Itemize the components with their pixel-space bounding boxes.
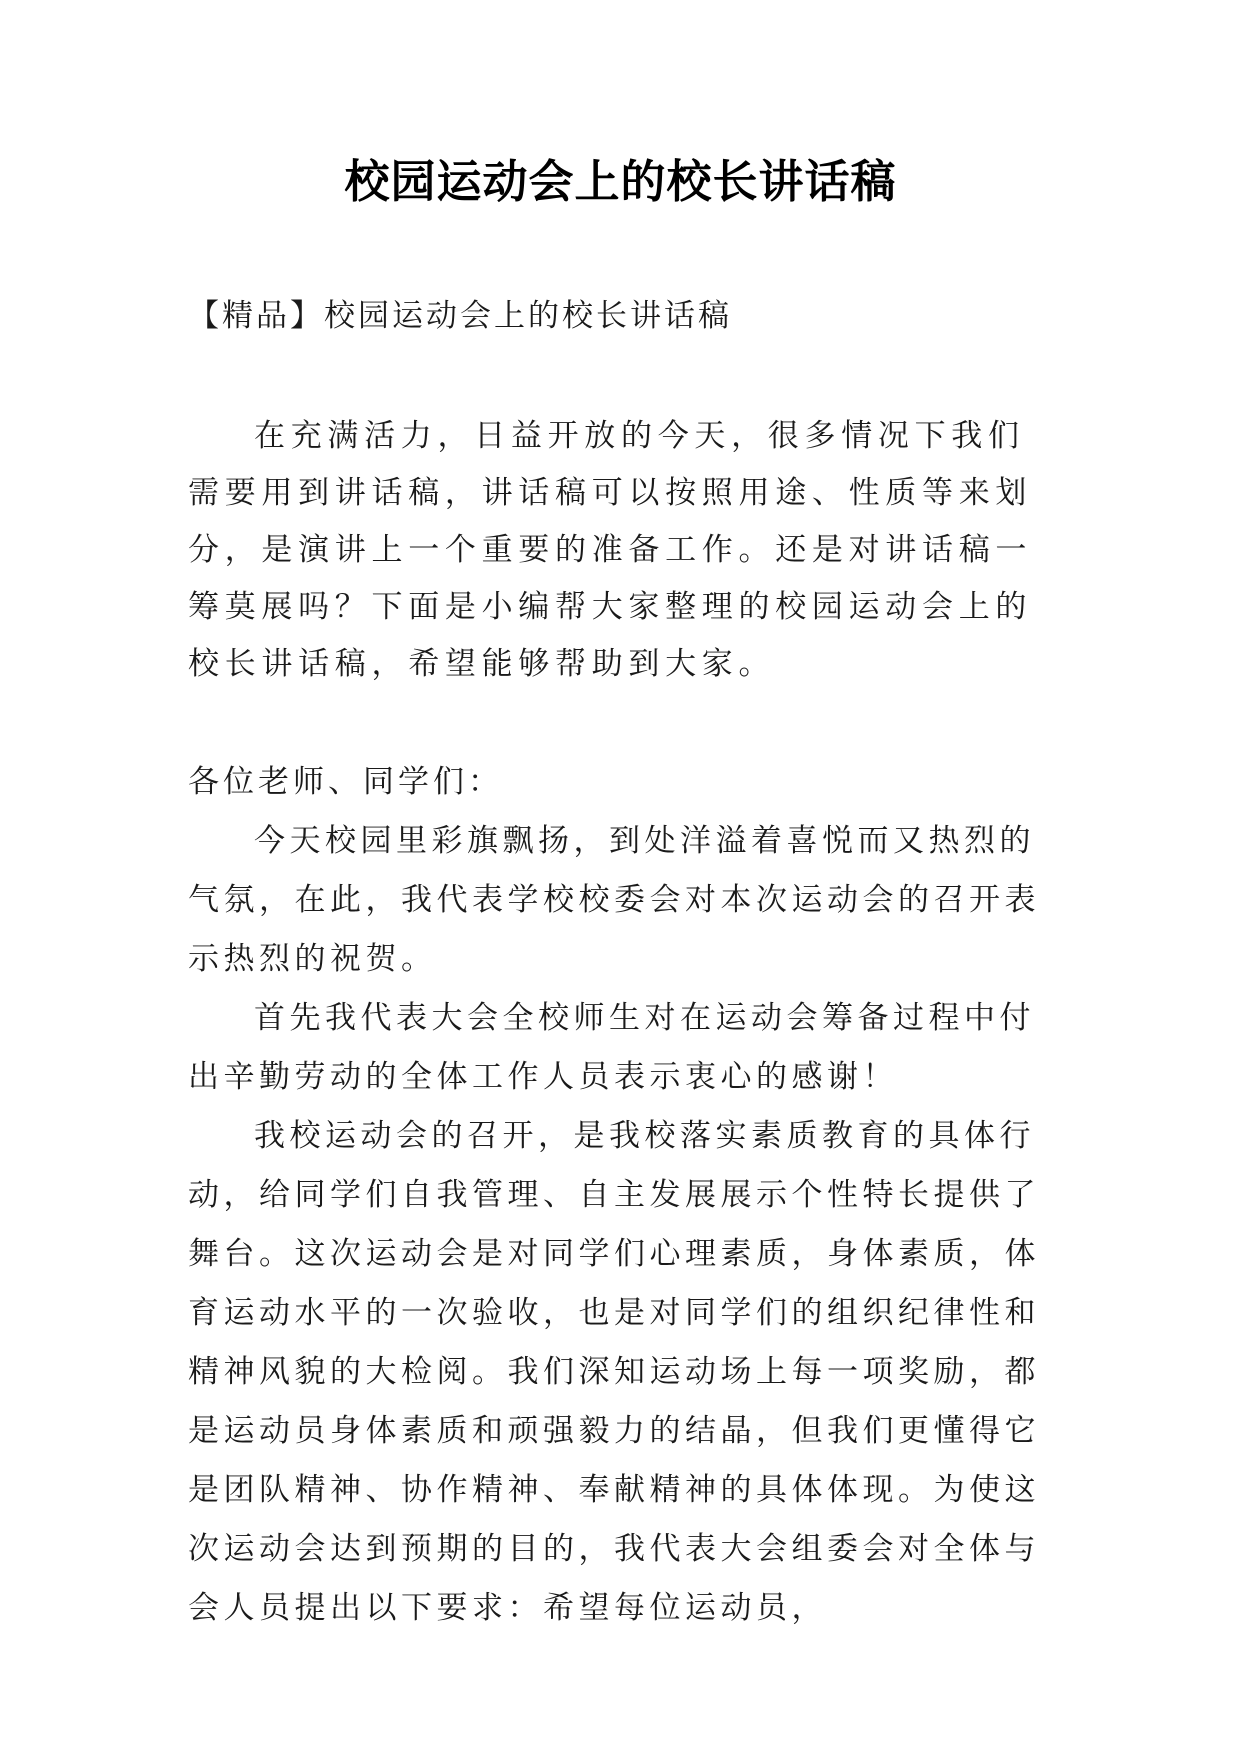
- document-title: 校园运动会上的校长讲话稿: [344, 155, 897, 208]
- speech-paragraph-1: 今天校园里彩旗飘扬，到处洋溢着喜悦而又热烈的气氛，在此，我代表学校校委会对本次运动会的召开表示热烈的祝贺。: [188, 823, 1040, 977]
- speech-paragraph-3: 我校运动会的召开，是我校落实素质教育的具体行动，给同学们自我管理、自主发展展示个性特长提供了舞台。这次运动会是对同学们心理素质，身体素质，体育运动水平的一次验收，也是对同学们的组织纪律性和精神风貌的大检阅。我们深知运动场上每一项奖励，都是运动员身体素质和顽强毅力的结晶，但我们更懂得它是团队精神、协作精神、奉献精神的具体体现。为使这次运动会达到预期的目的，我代表大会组委会对全体与会人员提出以下要求：希望每位运动员，: [188, 1118, 1040, 1626]
- speech-greeting: 各位老师、同学们：: [188, 764, 503, 800]
- document-subtitle: 【精品】校园运动会上的校长讲话稿: [188, 298, 732, 334]
- intro-paragraph: 在充满活力，日益开放的今天，很多情况下我们需要用到讲话稿，讲话稿可以按照用途、性质等来划分，是演讲上一个重要的准备工作。还是对讲话稿一筹莫展吗？下面是小编帮大家整理的校园运动会上的校长讲话稿，希望能够帮助到大家。: [188, 418, 1033, 682]
- speech-paragraph-2: 首先我代表大会全校师生对在运动会筹备过程中付出辛勤劳动的全体工作人员表示衷心的感谢！: [188, 1000, 1035, 1095]
- speech-body: [188, 812, 1058, 1638]
